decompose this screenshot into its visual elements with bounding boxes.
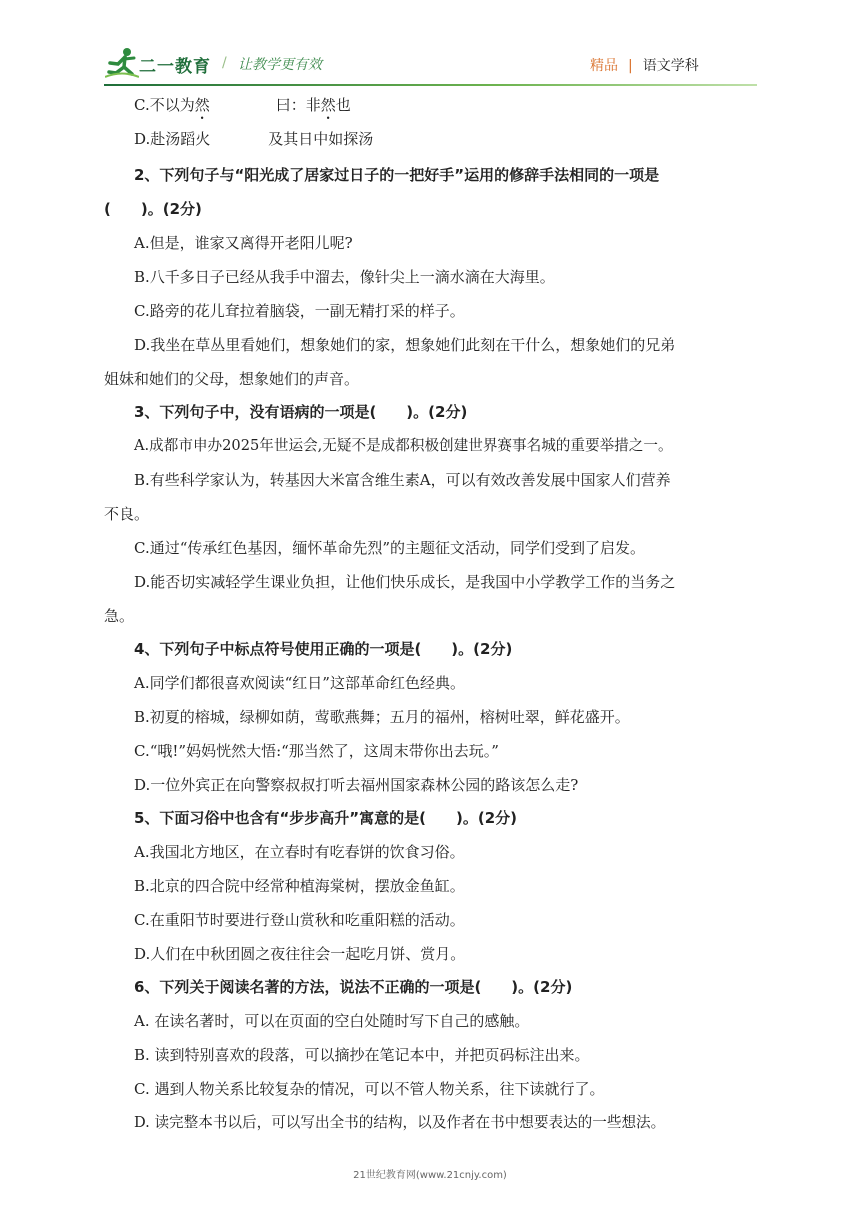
quality-label: 精品: [590, 58, 618, 74]
option: D.我坐在草丛里看她们，想象她们的家，想象她们此刻在干什么，想象她们的兄弟: [134, 336, 676, 354]
option-cont: 急。: [104, 607, 135, 625]
option: C.通过“传承红色基因，缅怀革命先烈”的主题征文活动，同学们受到了启发。: [134, 539, 646, 557]
runner-logo-icon: [105, 46, 139, 80]
slogan-separator: /: [222, 55, 227, 71]
option: C. 遇到人物关系比较复杂的情况，可以不管人物关系，往下读就行了。: [134, 1080, 605, 1098]
question-stem: 2、下列句子与“阳光成了居家过日子的一把好手”运用的修辞手法相同的一项是: [134, 166, 660, 184]
option: D.一位外宾正在向警察叔叔打听去福州国家森林公园的路该怎么走?: [134, 776, 579, 794]
logo: [105, 46, 233, 80]
option: A.同学们都很喜欢阅读“红日”这部革命红色经典。: [134, 674, 465, 692]
option: D. 读完整本书以后，可以写出全书的结构，以及作者在书中想要表达的一些想法。: [134, 1114, 666, 1131]
question-stem: 4、下列句子中标点符号使用正确的一项是( )。(2分): [134, 640, 513, 658]
option: B.八千多日子已经从我手中溜去，像针尖上一滴水滴在大海里。: [134, 268, 555, 286]
option: D.人们在中秋团圆之夜往往会一起吃月饼、赏月。: [134, 945, 466, 963]
label-divider: |: [628, 58, 633, 74]
option-cont: 姐妹和她们的父母，想象她们的声音。: [104, 370, 360, 388]
option: B.有些科学家认为，转基因大米富含维生素A，可以有效改善发展中国家人们营养: [134, 471, 671, 489]
option: A. 在读名著时，可以在页面的空白处随时写下自己的感触。: [134, 1012, 530, 1030]
option: A.我国北方地区，在立春时有吃春饼的饮食习俗。: [134, 843, 465, 861]
option: C.路旁的花儿耷拉着脑袋，一副无精打采的样子。: [134, 302, 465, 320]
option: D.能否切实减轻学生课业负担，让他们快乐成长，是我国中小学教学工作的当务之: [134, 573, 676, 591]
question-stem: 6、下列关于阅读名著的方法，说法不正确的一项是( )。(2分): [134, 978, 573, 996]
option: A.但是，谁家又离得开老阳儿呢?: [134, 234, 353, 252]
header-divider: [104, 84, 757, 86]
question-stem: 3、下列句子中，没有语病的一项是( )。(2分): [134, 403, 468, 421]
logo-text: 二一教育: [139, 57, 211, 77]
option-cont: 不良。: [104, 505, 150, 523]
question-stem: 5、下面习俗中也含有“步步高升”寓意的是( )。(2分): [134, 809, 518, 827]
option: C.在重阳节时要进行登山赏秋和吃重阳糕的活动。: [134, 911, 465, 929]
page-footer: 21世纪教育网(www.21cnjy.com): [353, 1170, 507, 1181]
option: B.初夏的榕城，绿柳如荫，莺歌燕舞；五月的福州，榕树吐翠，鲜花盛开。: [134, 708, 630, 726]
q1-option-d: D.赴汤蹈火 及其日中如探汤: [134, 130, 374, 148]
q1-option-c: C.不以为然 曰：非然也: [134, 96, 351, 114]
option: C.“哦!”妈妈恍然大悟:“那当然了，这周末带你出去玩。”: [134, 742, 499, 760]
slogan: 让教学更有效: [238, 57, 322, 73]
option: B.北京的四合院中经常种植海棠树，摆放金鱼缸。: [134, 877, 465, 895]
question-stem-cont: ( )。(2分): [104, 200, 202, 218]
page-header: [0, 0, 860, 92]
subject-badge: [590, 55, 699, 75]
option: A.成都市申办2025年世运会,无疑不是成都积极创建世界赛事名城的重要举措之一。: [134, 437, 673, 454]
option: B. 读到特别喜欢的段落，可以摘抄在笔记本中，并把页码标注出来。: [134, 1046, 590, 1064]
subject-label: 语文学科: [642, 58, 699, 74]
